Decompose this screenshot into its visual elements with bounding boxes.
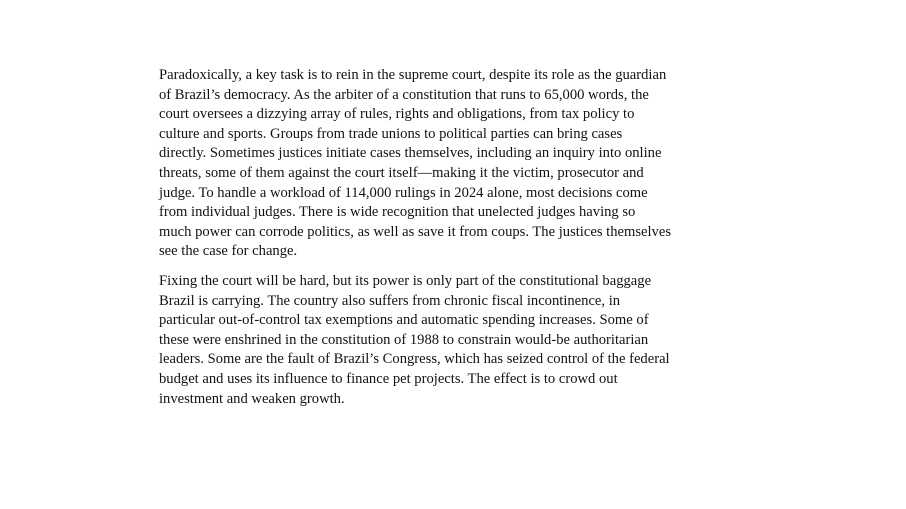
- paragraph-fiscal-baggage: [159, 272, 689, 409]
- text-line: leaders. Some are the fault of Brazil’s Congress, which has seized control of the federal: [159, 351, 670, 368]
- text-line: Paradoxically, a key task is to rein in the supreme court, despite its role as the guardian: [159, 67, 667, 83]
- text-line: see the case for change.: [159, 243, 298, 260]
- text-line: Brazil is carrying. The country also suffers from chronic fiscal incontinence, in: [159, 292, 621, 309]
- text-line: court oversees a dizzying array of rules, rights and obligations, from tax policy to: [159, 106, 635, 123]
- text-line: from individual judges. There is wide recognition that unelected judges having so: [159, 204, 636, 221]
- text-line: judge. To handle a workload of 114,000 rulings in 2024 alone, most decisions come: [159, 184, 648, 201]
- text-line: directly. Sometimes justices initiate cases themselves, including an inquiry into online: [159, 145, 662, 162]
- text-line: culture and sports. Groups from trade unions to political parties can bring cases: [159, 125, 623, 142]
- paragraph-supreme-court: [159, 66, 689, 262]
- article-body: [159, 66, 689, 409]
- text-line: budget and uses its influence to finance pet projects. The effect is to crowd out: [159, 370, 618, 387]
- text-line: of Brazil’s democracy. As the arbiter of a constitution that runs to 65,000 words, the: [159, 86, 649, 103]
- text-line: threats, some of them against the court itself—making it the victim, prosecutor and: [159, 164, 644, 181]
- text-line: particular out-of-control tax exemptions and automatic spending increases. Some of: [159, 312, 649, 329]
- text-line: investment and weaken growth.: [159, 390, 345, 407]
- text-line: Fixing the court will be hard, but its power is only part of the constitutional baggage: [159, 272, 652, 289]
- text-line: these were enshrined in the constitution of 1988 to constrain would-be authoritarian: [159, 331, 649, 348]
- text-line: much power can corrode politics, as well as save it from coups. The justices themselves: [159, 223, 671, 240]
